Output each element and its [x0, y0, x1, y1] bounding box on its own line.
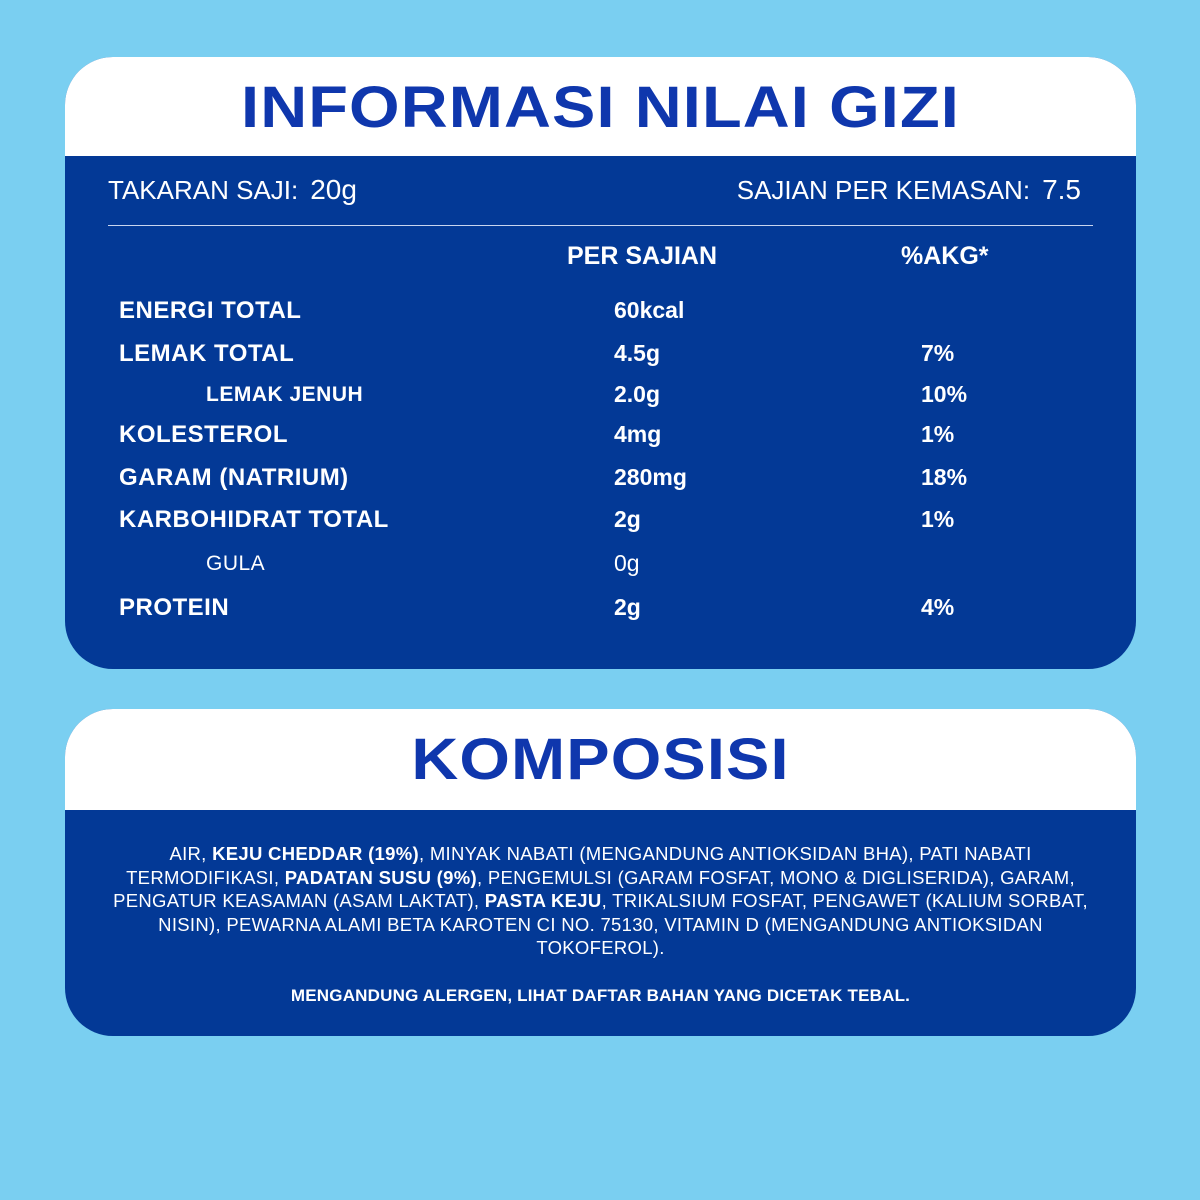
nutrient-value: 280mg: [614, 464, 687, 490]
nutrition-title: INFORMASI NILAI GIZI: [241, 75, 960, 140]
ingredients-allergen: KEJU CHEDDAR (19%): [212, 843, 419, 864]
nutrient-label: LEMAK TOTAL: [119, 340, 295, 367]
nutrient-value: 2.0g: [614, 381, 661, 407]
nutrient-akg: 7%: [921, 340, 955, 366]
nutrient-akg: 18%: [921, 464, 968, 490]
nutrient-label: KOLESTEROL: [119, 421, 289, 448]
ingredients-segment: , PENGEMULSI (GARAM FOSFAT, MONO & DIGLISERIDA), GARAM, PENGATUR KEASAMAN (ASAM LAKTAT),: [113, 866, 1075, 911]
nutrient-sublabel: LEMAK JENUH: [206, 383, 364, 406]
servings-per-pack-label: SAJIAN PER KEMASAN:: [736, 175, 1031, 205]
nutrient-value: 2g: [614, 594, 641, 620]
composition-header: [65, 709, 1136, 810]
nutrient-value: 2g: [614, 506, 641, 532]
column-header-per-serving: PER SAJIAN: [567, 242, 718, 270]
nutrient-value: 0g: [614, 550, 640, 576]
ingredients-segment: AIR,: [169, 843, 213, 864]
serving-size-value: 20g: [310, 174, 357, 205]
ingredients-segment: , TRIKALSIUM FOSFAT, PENGAWET (KALIUM SORBAT, NISIN), PEWARNA ALAMI BETA KAROTEN CI NO. 75130, VITAMIN D (MENGANDUNG ANTIOKSIDAN TOKOFEROL).: [158, 890, 1088, 958]
ingredients-allergen: PASTA KEJU: [484, 890, 602, 911]
nutrient-akg: 4%: [921, 594, 955, 620]
composition-panel: [65, 709, 1136, 1036]
servings-per-pack-value: 7.5: [1042, 174, 1081, 205]
nutrient-label: PROTEIN: [119, 594, 230, 621]
ingredients-allergen: PADATAN SUSU (9%): [284, 866, 477, 888]
nutrient-akg: 1%: [921, 421, 955, 447]
serving-size: [108, 174, 357, 206]
allergen-note: MENGANDUNG ALERGEN, LIHAT DAFTAR BAHAN YANG DICETAK TEBAL.: [290, 986, 911, 1005]
nutrient-value: 4.5g: [614, 340, 661, 366]
column-header-akg: %AKG*: [901, 242, 989, 270]
ingredients-segment: , MINYAK NABATI (MENGANDUNG ANTIOKSIDAN BHA), PATI NABATI TERMODIFIKASI,: [126, 843, 1032, 888]
composition-title: KOMPOSISI: [411, 727, 790, 792]
nutrient-sublabel: GULA: [206, 552, 266, 575]
nutrient-label: KARBOHIDRAT TOTAL: [119, 506, 389, 533]
ingredients-text: [95, 842, 1106, 960]
servings-per-pack: [737, 174, 1081, 206]
nutrient-akg: 1%: [921, 506, 955, 532]
nutrient-akg: 10%: [921, 381, 968, 407]
serving-divider: [108, 225, 1093, 226]
nutrient-label: ENERGI TOTAL: [119, 297, 302, 324]
nutrient-value: 4mg: [614, 421, 662, 447]
nutrient-value: 60kcal: [614, 297, 685, 323]
serving-size-label: TAKARAN SAJI:: [108, 175, 299, 205]
nutrition-header: [65, 57, 1136, 156]
nutrition-facts-panel: [65, 57, 1136, 669]
nutrient-label: GARAM (NATRIUM): [119, 464, 349, 491]
